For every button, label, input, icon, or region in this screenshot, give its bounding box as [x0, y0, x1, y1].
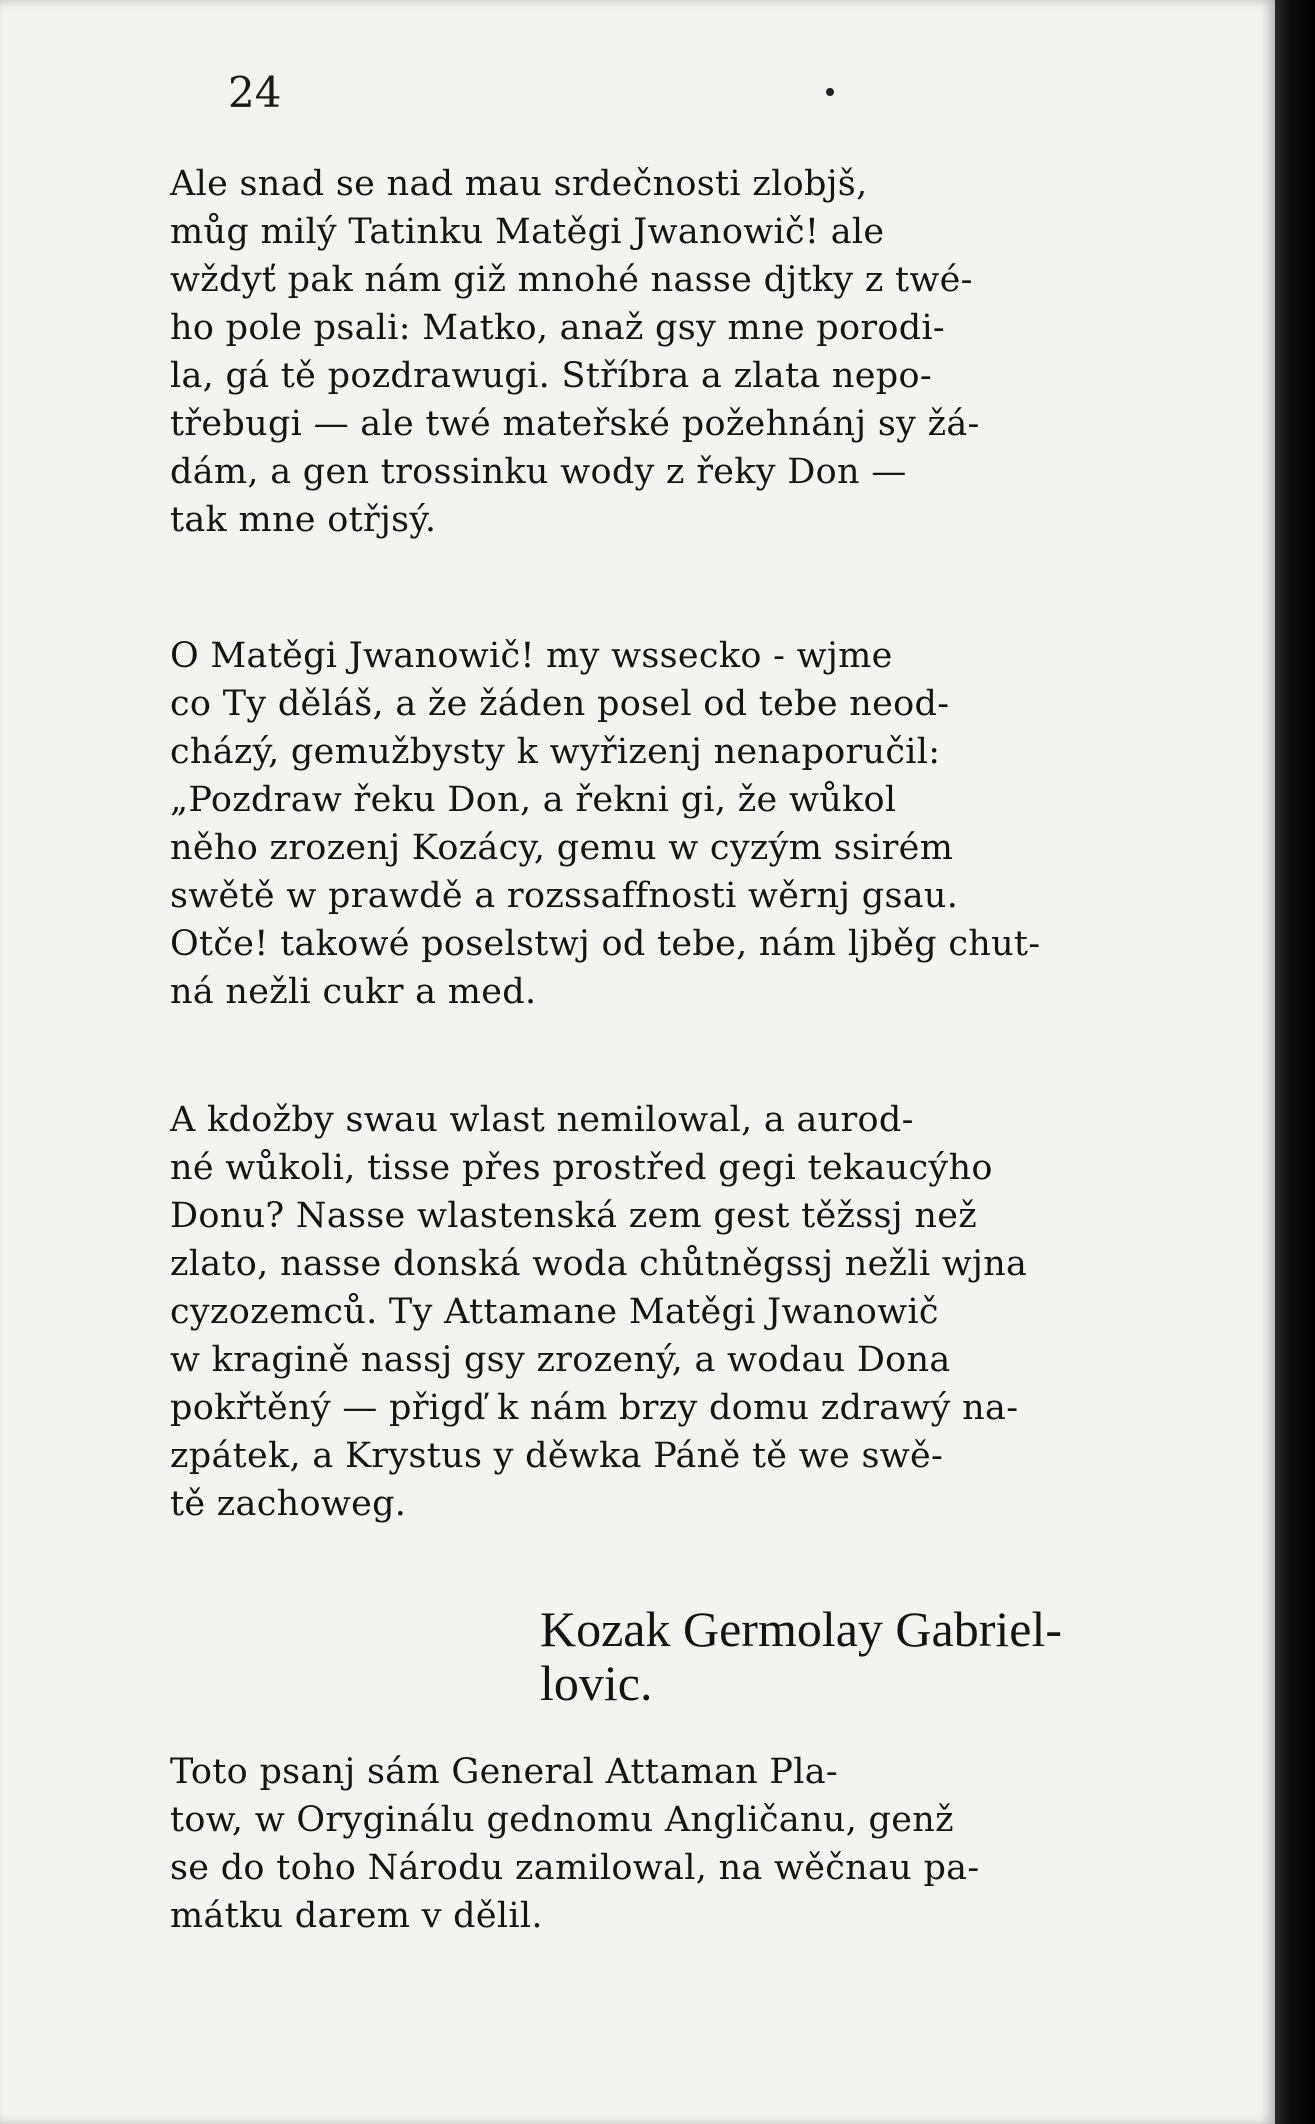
- paragraph-2: O Matěgi Jwanowič! my wssecko - wjme co Ty děláš, a že žáden posel od tebe neod- cházý, gemužbysty k wyřizenj nenaporučil: „Pozdraw řeku Don, a řekni gi, že wůkol něho zrozenj Kozácy, gemu w cyzým ssirém swětě w prawdě a rozssaffnosti wěrnj gsau. Otče! takowé poselstwj od tebe, nám ljběg chut- ná nežli cukr a med.: [170, 636, 1041, 1012]
- ink-dot: [826, 88, 834, 96]
- paragraph-1: Ale snad se nad mau srdečnosti zlobjš, můg milý Tatinku Matěgi Jwanowič! ale wždyť pak nám giž mnohé nasse djtky z twé- ho pole psali: Matko, anaž gsy mne porodi- la, gá tě pozdrawugi. Stříbra a zlata nepo- třebugi — ale twé mateřské požehnánj sy žá- dám, a gen trossinku wody z řeky Don — tak mne otřjsý.: [170, 164, 980, 540]
- page-number: 24: [228, 68, 282, 117]
- page-edge-shadow: [1275, 0, 1315, 2124]
- signature: Kozak Germolay Gabriel- lovic.: [540, 1601, 1062, 1711]
- closing-note: Toto psanj sám General Attaman Pla- tow, w Oryginálu gednomu Angličanu, genž se do toho Národu zamilowal, na wěčnau pa- mátku darem v dělil.: [170, 1752, 980, 1936]
- paragraph-3: A kdožby swau wlast nemilowal, a aurod- né wůkoli, tisse přes prostřed gegi tekaucýho Donu? Nasse wlastenská zem gest těžssj než zlato, nasse donská woda chůtněgssj nežli wjna cyzozemců. Ty Attamane Matěgi Jwanowič w kragině nassj gsy zrozený, a wodau Dona pokřtěný — přigď k nám brzy domu zdrawý na- zpátek, a Krystus y děwka Páně tě we swě- tě zachoweg.: [170, 1100, 1028, 1524]
